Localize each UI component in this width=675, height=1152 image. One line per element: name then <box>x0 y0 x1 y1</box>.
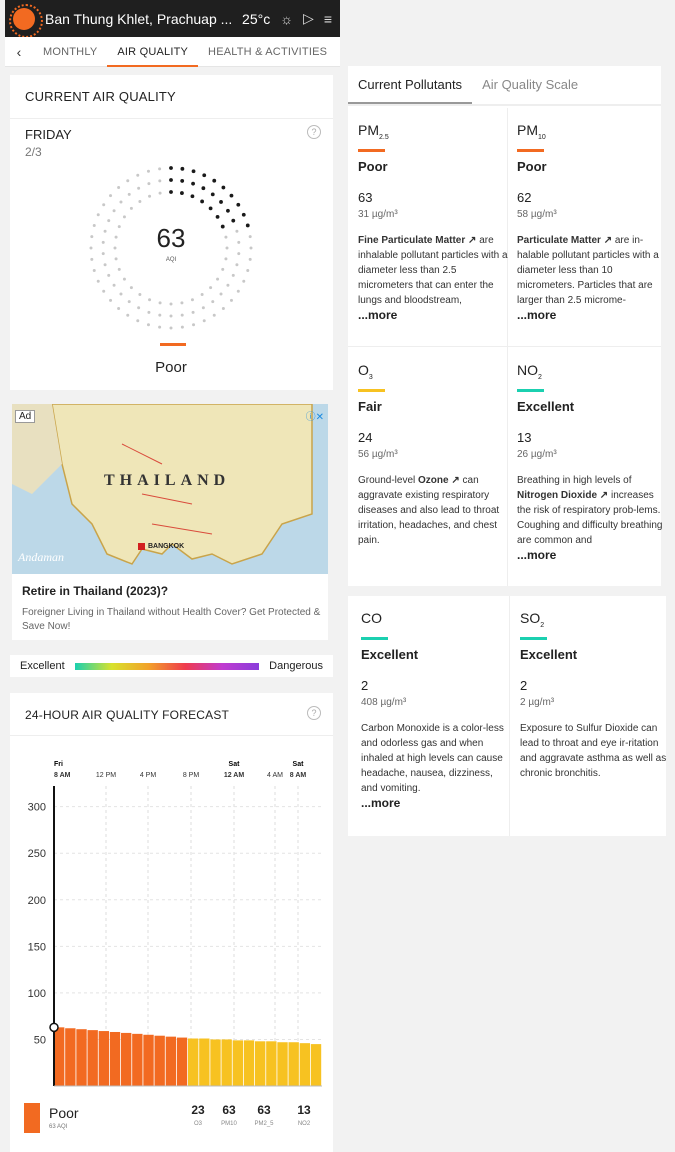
dial-dot <box>169 190 173 194</box>
chevron-left-icon[interactable]: ‹ <box>16 43 22 60</box>
forecast-card <box>10 693 333 1152</box>
dial-dot <box>209 207 213 211</box>
top-bar <box>5 0 340 37</box>
dial-dot <box>237 290 240 293</box>
dial-dot <box>242 213 246 217</box>
help-icon[interactable]: ? <box>307 125 321 139</box>
pollutant-concentration: 2 µg/m³ <box>520 696 555 708</box>
pollutant-name: $O_3$ <box>358 362 373 381</box>
y-tick-label: 100 <box>27 987 46 1000</box>
pollutants-panel <box>348 66 661 586</box>
pollutant-description: Ground-level Ozone ↗ can aggravate existing respiratory diseases and also lead to throat irritation, headaches, and chest pain. <box>358 474 500 546</box>
forecast-bar[interactable] <box>222 1039 232 1086</box>
forecast-bar[interactable] <box>99 1031 109 1086</box>
aqi-unit: AQI <box>165 257 177 263</box>
dial-dot <box>170 315 173 318</box>
dial-dot <box>128 193 131 196</box>
current-air-quality-card <box>10 75 333 390</box>
x-tick-day: Sat <box>292 761 304 768</box>
category-label: Poor <box>358 158 388 174</box>
dial-dot <box>123 215 126 218</box>
forecast-bar[interactable] <box>266 1041 276 1086</box>
pollutant-name: $PM_{2.5}$ <box>358 122 389 141</box>
day-label: FRIDAY <box>25 127 72 142</box>
card-title: CURRENT AIR QUALITY <box>10 75 333 119</box>
date-label: 2/3 <box>25 145 42 159</box>
pollutant-aqi: 24 <box>358 429 373 445</box>
x-tick-time: 8 AM <box>289 772 307 779</box>
dial-dot <box>180 191 184 195</box>
partly-cloudy-icon: ☼ <box>280 10 294 27</box>
tab-air-quality-scale[interactable]: Air Quality Scale <box>482 77 579 92</box>
map-country-label: THAILAND <box>104 472 231 489</box>
external-link[interactable]: Particulate Matter ↗ <box>517 234 613 246</box>
pollutant-name: CO <box>361 610 382 626</box>
pollutant-value: 23 <box>191 1103 205 1117</box>
forecast-bar[interactable] <box>76 1029 86 1086</box>
ad-title[interactable]: Retire in Thailand (2023)? <box>22 584 169 598</box>
dial-dot <box>113 209 116 212</box>
dial-dot <box>109 194 112 197</box>
dial-dot <box>147 182 150 185</box>
pollutant-description: Breathing in high levels of Nitrogen Dioxide ↗ increases the risk of respiratory prob-lems. Coughing and difficulty breathing are common and <box>517 474 663 546</box>
dial-dot <box>232 274 235 277</box>
pollutant-name: $SO_2$ <box>520 610 545 629</box>
pollutant-value: 13 <box>297 1103 311 1117</box>
tab-monthly[interactable]: MONTHLY <box>43 45 98 58</box>
external-link[interactable]: Ozone ↗ <box>418 474 460 486</box>
forecast-bar[interactable] <box>188 1039 198 1086</box>
forecast-bar[interactable] <box>255 1041 265 1086</box>
category-color-bar <box>517 389 544 392</box>
ad-badge: Ad <box>15 410 35 423</box>
dial-dot <box>181 326 184 329</box>
dial-dot <box>159 192 162 195</box>
dial-dot <box>158 179 161 182</box>
dial-dot <box>202 306 205 309</box>
dial-dot <box>200 200 204 204</box>
ad-text[interactable]: Foreigner Living in Thailand without Health Cover? Get Protected & Save Now! <box>22 607 321 632</box>
pollutant-concentration: 31 µg/m³ <box>358 208 398 220</box>
dial-dot <box>222 307 225 310</box>
ad-map-image[interactable] <box>12 404 328 574</box>
dial-dot <box>169 178 173 182</box>
dial-dot <box>148 298 151 301</box>
category-label: Fair <box>358 398 382 414</box>
dial-dot <box>211 192 215 196</box>
dial-dot <box>180 301 183 304</box>
category-label: Poor <box>155 359 187 376</box>
dial-dot <box>219 200 223 204</box>
category-color-bar <box>517 149 544 152</box>
scale-left-label: Excellent <box>20 660 65 672</box>
dial-dot <box>235 263 238 266</box>
y-tick-label: 300 <box>27 801 46 814</box>
dial-dot <box>212 179 216 183</box>
dial-dot <box>211 300 214 303</box>
x-tick-time: 8 PM <box>182 772 200 779</box>
pollutant-label: PM10 <box>221 1121 237 1127</box>
pollutants-panel-2 <box>348 596 666 836</box>
aqi-value: 63 <box>156 223 186 253</box>
more-link[interactable]: ...more <box>517 307 557 322</box>
aqi-scale-bar <box>10 655 333 677</box>
dial-dot <box>230 299 233 302</box>
pollutant-aqi: 63 <box>358 189 373 205</box>
dial-dot <box>137 187 140 190</box>
pollutant-card-so2[interactable] <box>520 610 670 781</box>
forecast-bar[interactable] <box>155 1036 165 1086</box>
dial-dot <box>231 219 235 223</box>
forecast-bar[interactable] <box>166 1037 176 1086</box>
dial-dot <box>221 268 224 271</box>
category-color-bar <box>358 149 385 152</box>
dial-dot <box>97 280 100 283</box>
forecast-bar[interactable] <box>54 1027 64 1086</box>
forecast-bar[interactable] <box>210 1039 220 1086</box>
forecast-bar[interactable] <box>233 1040 243 1086</box>
ad-close-icon[interactable]: ⓘ✕ <box>305 412 324 423</box>
pollutant-card-o3[interactable] <box>358 362 508 548</box>
dial-dot <box>230 194 234 198</box>
category-color-bar <box>361 637 388 640</box>
y-tick-label: 150 <box>27 941 46 954</box>
dial-dot <box>213 314 216 317</box>
dial-dot <box>138 293 141 296</box>
dial-dot <box>226 284 229 287</box>
menu-icon[interactable]: ≡ <box>323 10 332 27</box>
forecast-bar[interactable] <box>289 1042 299 1086</box>
tab-health-activities[interactable]: HEALTH & ACTIVITIES <box>208 45 328 58</box>
location-title[interactable]: Ban Thung Khlet, Prachuap ... <box>45 10 233 27</box>
dial-dot <box>118 268 121 271</box>
dial-dot <box>109 299 112 302</box>
category-label: Excellent <box>517 398 575 414</box>
nav-tabs <box>5 37 340 67</box>
dial-dot <box>97 213 100 216</box>
dial-dot <box>170 327 173 330</box>
pollutant-aqi: 2 <box>361 677 369 693</box>
x-tick-day: Fri <box>54 761 63 768</box>
map-city-label: BANGKOK <box>148 543 185 550</box>
dial-dot <box>216 215 220 219</box>
dial-dot <box>242 280 245 283</box>
dial-dot <box>216 278 219 281</box>
forecast-title: 24-HOUR AIR QUALITY FORECAST <box>25 708 230 722</box>
category-color-bar <box>160 343 186 346</box>
pollutant-card-co[interactable] <box>361 610 511 810</box>
pollutant-label: PM2_5 <box>254 1121 274 1127</box>
pollutant-label: NO2 <box>297 1121 311 1127</box>
y-tick-label: 250 <box>27 848 46 861</box>
dial-dot <box>159 301 162 304</box>
dial-dot <box>130 207 133 210</box>
help-icon[interactable]: ? <box>307 706 321 720</box>
pollutant-name: $PM_{10}$ <box>517 122 546 141</box>
x-tick-day: Sat <box>228 761 240 768</box>
forecast-bar[interactable] <box>65 1028 75 1086</box>
dial-dot <box>136 319 139 322</box>
dial-dot <box>126 179 129 182</box>
pollutant-tabs <box>348 66 661 106</box>
dial-dot <box>147 323 150 326</box>
more-link[interactable]: ...more <box>361 795 401 810</box>
forecast-chart[interactable] <box>10 748 333 1093</box>
pollutant-value: 63 <box>257 1103 271 1117</box>
x-tick-time: 4 AM <box>267 772 283 779</box>
legend-aqi: 63 AQI <box>49 1124 68 1130</box>
dial-dot <box>107 274 110 277</box>
dial-dot <box>148 195 151 198</box>
pollutant-description: Fine Particulate Matter ↗ are inhalable pollutant particles with a diameter less than 2.5 micrometers that can enter the lungs and bloodstream, <box>358 234 508 306</box>
dial-dot <box>169 166 173 170</box>
dial-dot <box>117 186 120 189</box>
dial-dot <box>123 278 126 281</box>
dial-dot <box>107 219 110 222</box>
x-tick-time: 4 PM <box>139 772 157 779</box>
more-link[interactable]: ...more <box>358 307 398 322</box>
dial-dot <box>113 284 116 287</box>
category-label: Poor <box>517 158 547 174</box>
dial-dot <box>130 286 133 289</box>
video-play-icon[interactable]: ▷ <box>303 10 314 26</box>
sun-logo-icon[interactable] <box>13 8 35 30</box>
dial-dot <box>119 293 122 296</box>
forecast-bar[interactable] <box>300 1043 310 1086</box>
dial-dot <box>201 186 205 190</box>
pollutant-description: Particulate Matter ↗ are in-halable pollutant particles with a diameter less than 10 micrometers. Particles that are larger than 2.5 microme- <box>517 234 659 306</box>
dial-dot <box>192 311 195 314</box>
map-sea-label: Andaman <box>18 550 64 564</box>
y-tick-label: 50 <box>33 1034 46 1047</box>
tab-current-pollutants[interactable]: Current Pollutants <box>348 66 472 104</box>
category-label: Excellent <box>361 646 419 662</box>
pollutant-card-pm25[interactable] <box>358 122 508 322</box>
y-tick-label: 200 <box>27 894 46 907</box>
dial-dot <box>158 326 161 329</box>
forecast-bar[interactable] <box>143 1035 153 1086</box>
dial-dot <box>136 174 139 177</box>
category-color-bar <box>358 389 385 392</box>
forecast-bar[interactable] <box>199 1039 209 1086</box>
dial-dot <box>180 179 184 183</box>
pollutant-concentration: 56 µg/m³ <box>358 448 398 460</box>
category-color-bar <box>520 637 547 640</box>
pollutant-aqi: 2 <box>520 677 528 693</box>
dial-dot <box>147 311 150 314</box>
current-marker <box>50 1023 58 1031</box>
pollutant-value: 63 <box>222 1103 236 1117</box>
forecast-bar[interactable] <box>121 1033 131 1086</box>
dial-dot <box>246 269 249 272</box>
dial-dot <box>180 167 184 171</box>
tab-air-quality[interactable]: AIR QUALITY <box>107 37 198 67</box>
dial-dot <box>158 314 161 317</box>
dial-dot <box>138 200 141 203</box>
category-label: Excellent <box>520 646 578 662</box>
legend-category: Poor <box>49 1105 79 1121</box>
dial-dot <box>158 167 161 170</box>
pollutant-description: Carbon Monoxide is a color-less and odorless gas and when inhaled at high levels can cause headache, nausea, dizziness, and vomiting. <box>361 722 504 794</box>
pollutant-concentration: 26 µg/m³ <box>517 448 557 460</box>
dial-dot <box>202 173 206 177</box>
pollutant-aqi: 13 <box>517 429 532 445</box>
dial-dot <box>221 186 225 190</box>
pollutant-concentration: 58 µg/m³ <box>517 208 557 220</box>
pollutant-name: $NO_2$ <box>517 362 542 381</box>
dial-dot <box>191 298 194 301</box>
forecast-bar[interactable] <box>244 1040 254 1086</box>
dial-dot <box>117 307 120 310</box>
dial-dot <box>191 194 195 198</box>
external-link[interactable]: Nitrogen Dioxide ↗ <box>517 489 609 501</box>
dial-dot <box>209 286 212 289</box>
scale-right-label: Dangerous <box>269 660 323 672</box>
forecast-bar[interactable] <box>177 1038 187 1086</box>
dial-dot <box>147 170 150 173</box>
dial-dot <box>201 293 204 296</box>
dial-dot <box>192 323 195 326</box>
dial-dot <box>119 200 122 203</box>
dial-dot <box>203 319 206 322</box>
pollutant-concentration: 408 µg/m³ <box>361 696 407 708</box>
pollutant-label: O3 <box>193 1121 202 1127</box>
forecast-bar[interactable] <box>110 1032 120 1086</box>
dial-dot <box>192 169 196 173</box>
dial-dot <box>102 203 105 206</box>
external-link[interactable]: Fine Particulate Matter ↗ <box>358 234 477 246</box>
x-tick-time: 8 AM <box>54 772 71 779</box>
dial-dot <box>93 269 96 272</box>
dial-dot <box>181 314 184 317</box>
dial-dot <box>220 293 223 296</box>
forecast-bar[interactable] <box>132 1034 142 1086</box>
forecast-bar[interactable] <box>311 1044 321 1086</box>
forecast-bar[interactable] <box>277 1042 287 1086</box>
legend-color-swatch <box>24 1103 40 1133</box>
dial-dot <box>226 209 230 213</box>
dial-dot <box>236 203 240 207</box>
dial-dot <box>102 290 105 293</box>
advertisement[interactable] <box>12 404 328 640</box>
x-tick-time: 12 PM <box>95 772 117 779</box>
scale-gradient <box>75 663 260 670</box>
pollutant-description: Exposure to Sulfur Dioxide can lead to throat and eye ir-ritation and aggravate asthma as well as chronic bronchitis. <box>520 722 667 779</box>
dial-dot <box>191 182 195 186</box>
dial-dot <box>104 263 107 266</box>
dial-dot <box>128 300 131 303</box>
dial-dot <box>137 306 140 309</box>
pollutant-card-pm10[interactable] <box>517 122 667 322</box>
pollutant-aqi: 62 <box>517 189 532 205</box>
forecast-bar[interactable] <box>88 1030 98 1086</box>
temperature: 25°c <box>242 10 271 27</box>
dial-dot <box>170 303 173 306</box>
pollutant-card-no2[interactable] <box>517 362 667 562</box>
dial-dot <box>126 314 129 317</box>
more-link[interactable]: ...more <box>517 547 557 562</box>
x-tick-time: 12 AM <box>223 772 245 779</box>
